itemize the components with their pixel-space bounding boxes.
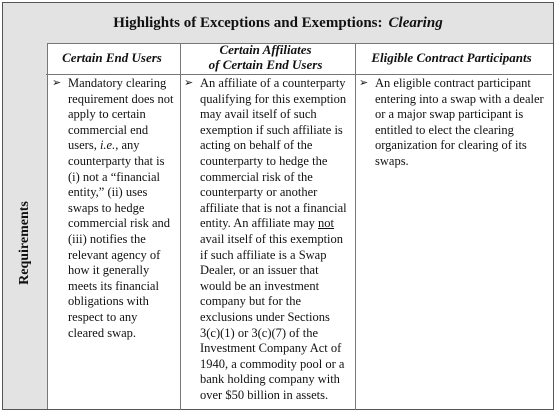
column-heading-affiliates (178, 42, 353, 72)
header-divider (46, 74, 552, 75)
bullet-arrow-icon: ➢ (359, 77, 369, 89)
cell-affiliates-text: An affiliate of a counterparty qualifying for this exemption may avail itself of such exemption if such affiliate is acting on behalf of the counterparty to hedge the commercial risk of the counterparty or another affiliate that is not a financial entity. An affiliate may not avail itself of this exemption if such affiliate is a Swap Dealer, or an issuer that would be an investment company but for the exclusions under Sections 3(c)(1) or 3(c)(7) of the Investment Company Act of 1940, a commodity pool or a bank holding company with over $50 billion in assets. (200, 76, 347, 402)
table-title-italic: Clearing (388, 14, 443, 31)
cell-eligible-participants-text: An eligible contract participant entering into a swap with a dealer or a major swap participant is entitled to elect the clearing organization for clearing of its swaps. (375, 76, 544, 168)
cell-eligible-participants (359, 76, 547, 170)
column-heading-affiliates-line2: of Certain End Users (208, 57, 323, 72)
column-divider-1 (180, 44, 181, 410)
column-heading-end-users: Certain End Users (62, 49, 162, 65)
column-heading-eligible-participants: Eligible Contract Participants (371, 49, 532, 65)
bullet-arrow-icon: ➢ (184, 77, 194, 89)
cell-affiliates (184, 76, 351, 403)
column-heading-affiliates-line1: Certain Affiliates (219, 42, 312, 57)
row-label: Requirements (17, 201, 32, 285)
cell-end-users-text: Mandatory clearing requirement does not apply to certain commercial end users, i.e., any counterparty that is (i) not a “financial entity,” (ii) uses swaps to hedge commercial risk and (iii) notifies the relevant agency of how it generally meets its financial obligations with respect to any cleared swap. (68, 76, 174, 340)
row-label-cell (3, 43, 48, 409)
cell-end-users (52, 76, 176, 341)
table-title (3, 3, 553, 44)
table-title-main: Highlights of Exceptions and Exemptions: (113, 14, 383, 31)
column-divider-2 (355, 44, 356, 410)
bullet-arrow-icon: ➢ (52, 77, 62, 89)
